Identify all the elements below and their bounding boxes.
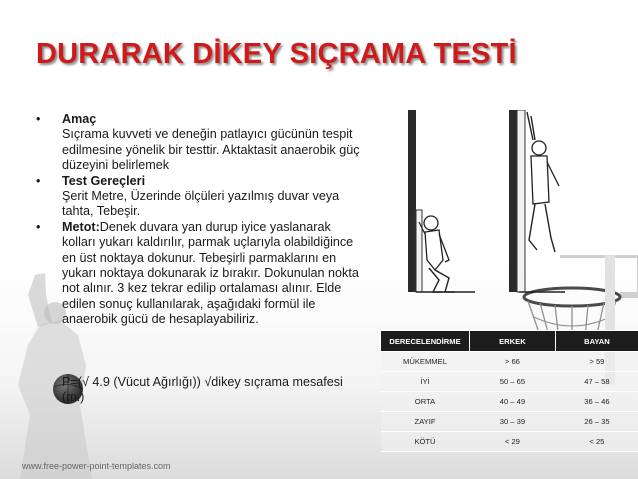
bullet-marker: • (36, 173, 41, 188)
table-cell: ZAYIF (381, 412, 470, 432)
watermark: www.free-power-point-templates.com (22, 461, 171, 471)
table-cell: ORTA (381, 392, 470, 412)
table-cell: < 25 (555, 432, 638, 452)
title-part-1: DURARAK DİKEY (36, 38, 282, 70)
bullet-marker: • (36, 219, 41, 234)
page-title (36, 38, 517, 71)
table-cell: > 66 (470, 352, 556, 372)
bullet-item-test-gerecleri (36, 174, 366, 220)
bullet-heading: Amaç (62, 112, 97, 126)
table-header: BAYAN (555, 331, 638, 352)
table-cell: 30 – 39 (470, 412, 556, 432)
bullet-description: Sıçrama kuvveti ve deneğin patlayıcı gücünün tespit edilmesine yönelik bir testtir. Aktaktasit anaerobik güç düzeyini belirlemek (62, 127, 360, 173)
table-cell: İYİ (381, 372, 470, 392)
vertical-jump-illustration (405, 110, 565, 300)
formula-symbol: P (62, 375, 71, 389)
title-part-2: SIÇRAMA TESTİ (289, 38, 517, 70)
formula-text: =(√ 4.9 (Vücut Ağırlığı)) √dikey sıçrama mesafesi (m.) (62, 375, 343, 405)
table-row (381, 412, 638, 432)
table-header: DERECELENDİRME (381, 331, 470, 352)
table-cell: > 59 (555, 352, 638, 372)
table-cell: KÖTÜ (381, 432, 470, 452)
table-cell: 26 – 35 (555, 412, 638, 432)
bullet-item-amac (36, 112, 366, 174)
bullet-item-metot (36, 220, 366, 328)
table-cell: 40 – 49 (470, 392, 556, 412)
table-row (381, 352, 638, 372)
bullet-description: Şerit Metre, Üzerinde ölçüleri yazılmış duvar veya tahta, Tebeşir. (62, 189, 340, 219)
table-header: ERKEK (470, 331, 556, 352)
power-formula (62, 375, 362, 406)
bullet-heading: Metot: (62, 219, 100, 234)
table-row (381, 372, 638, 392)
table-cell: < 29 (470, 432, 556, 452)
table-header-row (381, 331, 638, 352)
table-cell: 36 – 46 (555, 392, 638, 412)
table-cell: 50 – 65 (470, 372, 556, 392)
bullet-marker: • (36, 112, 41, 126)
table-row (381, 432, 638, 452)
rating-table (380, 330, 638, 452)
table-cell: 47 – 58 (555, 372, 638, 392)
bullet-heading: Test Gereçleri (62, 173, 146, 188)
table-cell: MÜKEMMEL (381, 352, 470, 372)
bullet-list (36, 112, 366, 328)
table-row (381, 392, 638, 412)
bullet-description: Denek duvara yan durup iyice yaslanarak kolları yukarı kaldırılır, parmak uçlarıyla olabildiğince en üst noktaya dokunur. Tebeşirli parmaklarını en yukarı noktaya dokunarak iz bırakır. Dokunulan nokta not alınır. 3 kez tekrar edilip ortalaması alınır. Elde edilen sonuç kullanılarak, aşağıdaki formül ile anaerobik gücü de hesaplayabiliriz. (62, 219, 359, 327)
